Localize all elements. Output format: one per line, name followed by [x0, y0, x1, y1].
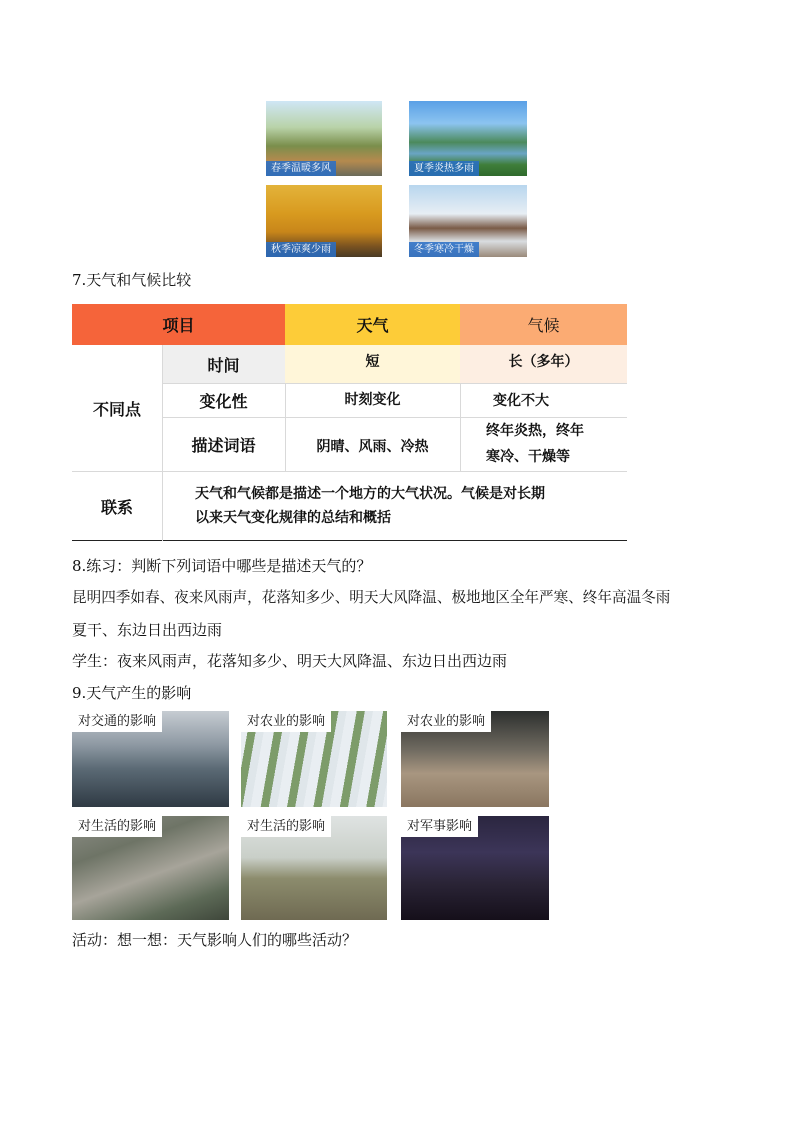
row-words-climate: [460, 417, 627, 471]
impact-military-photo: [401, 816, 549, 920]
table-rule: [162, 417, 627, 418]
impact-life-photo-2: [241, 816, 387, 920]
table-bottom-rule: [72, 540, 627, 541]
winter-photo: [409, 185, 527, 257]
section-8-heading: 8.练习：判断下列词语中哪些是描述天气的？: [72, 557, 372, 575]
header-weather: 天气: [285, 304, 460, 345]
row-time-weather: 短: [285, 345, 460, 383]
activity-prompt: 活动：想一想：天气影响人们的哪些活动？: [72, 931, 358, 949]
table-rule: [162, 345, 163, 541]
row-change-climate: 变化不大: [493, 393, 549, 409]
autumn-caption: 秋季凉爽少雨: [266, 242, 336, 257]
autumn-photo: [266, 185, 382, 257]
row-change-weather: 时刻变化: [344, 392, 401, 408]
impact-agriculture-label-2: 对农业的影响: [401, 711, 491, 732]
row-time-label: 时间: [162, 345, 285, 383]
weather-climate-table: [72, 304, 627, 541]
impact-life-label-1: 对生活的影响: [72, 816, 162, 837]
section-7-heading: 7.天气和气候比较: [72, 271, 192, 289]
table-rule: [72, 471, 627, 472]
table-rule: [460, 383, 461, 471]
row-words-climate-line1: 终年炎热，终年: [486, 423, 584, 439]
header-item: 项目: [72, 304, 285, 345]
diff-label: 不同点: [92, 399, 141, 419]
exercise-line-2: 夏干、东边日出西边雨: [72, 621, 223, 639]
student-answer: 学生：夜来风雨声，花落知多少、明天大风降温、东边日出西边雨: [72, 652, 508, 670]
row-words-weather: 阴晴、风雨、冷热: [316, 439, 429, 455]
impact-agriculture-photo-2: [401, 711, 549, 807]
row-words-label: 描述词语: [191, 435, 256, 455]
table-rule: [162, 383, 627, 384]
spring-photo: [266, 101, 382, 176]
impact-agriculture-label-1: 对农业的影响: [241, 711, 331, 732]
spring-caption: 春季温暖多风: [266, 161, 336, 176]
row-words-climate-line2: 寒冷、干燥等: [486, 449, 570, 465]
link-label: 联系: [100, 497, 133, 517]
summer-photo: [409, 101, 527, 176]
link-line1: 天气和气候都是描述一个地方的大气状况。气候是对长期: [195, 486, 545, 502]
header-climate: 气候: [460, 304, 627, 345]
table-rule: [285, 383, 286, 471]
row-change-label: 变化性: [199, 391, 248, 411]
exercise-line-1: 昆明四季如春、夜来风雨声，花落知多少、明天大风降温、极地地区全年严寒、终年高温冬雨: [72, 589, 671, 606]
link-line2: 以来天气变化规律的总结和概括: [195, 510, 391, 526]
impact-agriculture-photo-1: [241, 711, 387, 807]
impact-traffic-label: 对交通的影响: [72, 711, 162, 732]
impact-life-photo-1: [72, 816, 229, 920]
winter-caption: 冬季寒冷干燥: [409, 242, 479, 257]
impact-life-label-2: 对生活的影响: [241, 816, 331, 837]
summer-caption: 夏季炎热多雨: [409, 161, 479, 176]
impact-traffic-photo: [72, 711, 229, 807]
impact-military-label: 对军事影响: [401, 816, 478, 837]
row-time-climate: 长（多年）: [460, 345, 627, 383]
link-text: [162, 471, 627, 541]
section-9-heading: 9.天气产生的影响: [72, 684, 192, 702]
